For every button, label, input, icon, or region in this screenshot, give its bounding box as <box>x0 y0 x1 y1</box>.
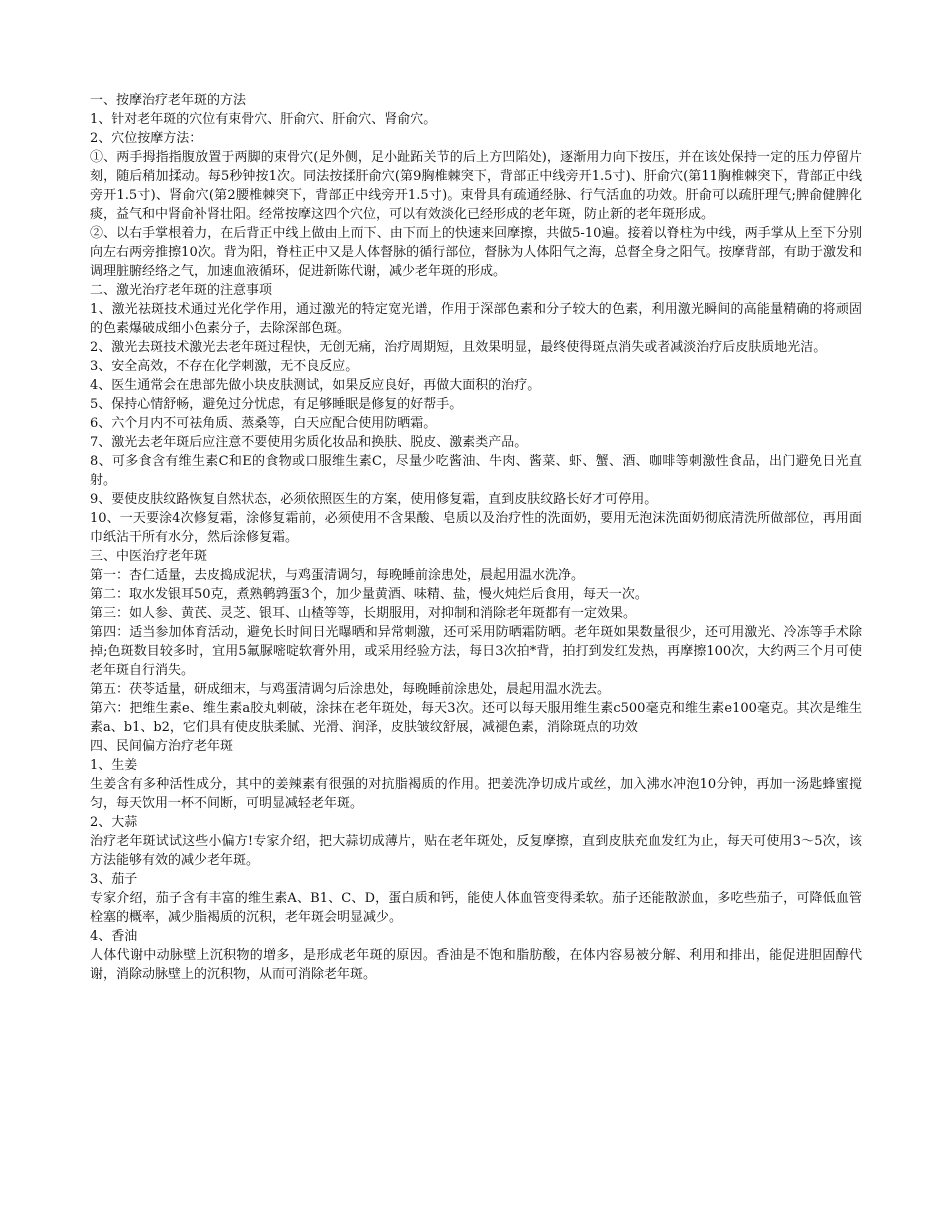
paragraph: 第一：杏仁适量，去皮捣成泥状，与鸡蛋清调匀，每晚睡前涂患处，晨起用温水洗净。 <box>90 568 585 583</box>
paragraph: 7、激光去老年斑后应注意不要使用劣质化妆品和换肤、脱皮、激素类产品。 <box>90 435 528 450</box>
paragraph: 专家介绍，茄子含有丰富的维生素A、B1、C、D，蛋白质和钙，能使人体血管变得柔软。茄子还能散淤血，多吃些茄子，可降低血管栓塞的概率，减少脂褐质的沉积，老年斑会明显减少。 <box>90 891 862 925</box>
paragraph: ①、两手拇指指腹放置于两脚的束骨穴(足外侧，足小趾跖关节的后上方凹陷处)，逐渐用力向下按压，并在该处保持一定的压力停留片刻，随后稍加揉动。每5秒钟按1次。同法按揉肝俞穴(第9胸椎棘突下，背部正中线旁开1.5寸)、肝俞穴(第11胸椎棘突下，背部正中线旁开1.5寸)、肾俞穴(第2腰椎棘突下，背部正中线旁开1.5寸)。束骨具有疏通经脉、行气活血的功效。肝俞可以疏肝理气;脾俞健脾化痰，益气和中肾俞补肾壮阳。经常按摩这四个穴位，可以有效淡化已经形成的老年斑，防止新的老年斑形成。 <box>90 150 862 222</box>
subheading: 3、茄子 <box>90 872 138 887</box>
paragraph: 6、六个月内不可祛角质、蒸桑等，白天应配合使用防晒霜。 <box>90 416 437 431</box>
paragraph: 生姜含有多种活性成分，其中的姜辣素有很强的对抗脂褐质的作用。把姜洗净切成片或丝，加入沸水冲泡10分钟，再加一汤匙蜂蜜搅匀，每天饮用一杯不间断，可明显减轻老年斑。 <box>90 777 862 811</box>
paragraph: 第五：茯苓适量，研成细末，与鸡蛋清调匀后涂患处，每晚睡前涂患处，晨起用温水洗去。 <box>90 682 611 697</box>
document-body <box>90 91 862 984</box>
paragraph: ②、以右手掌根着力，在后背正中线上做由上而下、由下而上的快速来回摩擦，共做5-10遍。接着以脊柱为中线，两手掌从上至下分别向左右两旁推擦10次。背为阳，脊柱正中又是人体督脉的循行部位，督脉为人体阳气之海，总督全身之阳气。按摩背部，有助于激发和调理脏腑经络之气，加速血液循环，促进新陈代谢，减少老年斑的形成。 <box>90 226 862 279</box>
paragraph: 9、要使皮肤纹路恢复自然状态，必须依照医生的方案，使用修复霜，直到皮肤纹路长好才可停用。 <box>90 492 658 507</box>
paragraph: 2、激光去斑技术激光去老年斑过程快，无创无痛，治疗周期短，且效果明显，最终使得斑点消失或者减淡治疗后皮肤质地光洁。 <box>90 340 827 355</box>
paragraph: 1、激光祛斑技术通过光化学作用，通过激光的特定宽光谱，作用于深部色素和分子较大的色素，利用激光瞬间的高能量精确的将顽固的色素爆破成细小色素分子，去除深部色斑。 <box>90 302 862 336</box>
paragraph: 2、穴位按摩方法： <box>90 131 203 146</box>
section-heading: 三、中医治疗老年斑 <box>90 549 208 564</box>
paragraph: 治疗老年斑试试这些小偏方!专家介绍，把大蒜切成薄片，贴在老年斑处，反复摩擦，直到皮肤充血发红为止，每天可使用3～5次，该方法能够有效的减少老年斑。 <box>90 834 862 868</box>
paragraph: 8、可多食含有维生素C和E的食物或口服维生素C，尽量少吃酱油、牛肉、酱菜、虾、蟹、酒、咖啡等刺激性食品，出门避免日光直射。 <box>90 454 862 488</box>
paragraph: 第六：把维生素e、维生素a胶丸刺破，涂抹在老年斑处，每天3次。还可以每天服用维生素c500毫克和维生素e100毫克。其次是维生素a、b1、b2，它们具有使皮肤柔腻、光滑、润泽，皮肤皱纹舒展，减褪色素，消除斑点的功效 <box>90 701 862 735</box>
paragraph: 4、医生通常会在患部先做小块皮肤测试，如果反应良好，再做大面积的治疗。 <box>90 378 541 393</box>
paragraph: 第三：如人参、黄芪、灵芝、银耳、山楂等等，长期服用，对抑制和消除老年斑都有一定效果。 <box>90 606 637 621</box>
subheading: 4、香油 <box>90 929 138 944</box>
subheading: 1、生姜 <box>90 758 138 773</box>
paragraph: 第四：适当参加体育活动，避免长时间日光曝晒和异常刺激，还可采用防晒霜防晒。老年斑如果数量很少，还可用激光、冷冻等手术除掉;色斑数目较多时，宜用5氟脲嘧啶软膏外用，或采用经验方法，每日3次拍*背，拍打到发红发热，再摩擦100次，大约两三个月可使老年斑自行消失。 <box>90 625 862 678</box>
section-heading: 二、激光治疗老年斑的注意事项 <box>90 283 273 298</box>
section-heading: 一、按摩治疗老年斑的方法 <box>90 93 247 108</box>
paragraph: 5、保持心情舒畅，避免过分忧虑，有足够睡眠是修复的好帮手。 <box>90 397 463 412</box>
paragraph: 3、安全高效，不存在化学刺激，无不良反应。 <box>90 359 359 374</box>
subheading: 2、大蒜 <box>90 815 138 830</box>
paragraph: 10、一天要涂4次修复霜，涂修复霜前，必须使用不含果酸、皂质以及治疗性的洗面奶，要用无泡沫洗面奶彻底清洗所做部位，再用面巾纸沾干所有水分，然后涂修复霜。 <box>90 511 862 545</box>
paragraph: 第二：取水发银耳50克，煮熟鹌鹑蛋3个，加少量黄酒、味精、盐，慢火炖烂后食用，每天一次。 <box>90 587 648 602</box>
paragraph: 人体代谢中动脉壁上沉积物的增多，是形成老年斑的原因。香油是不饱和脂肪酸，在体内容易被分解、利用和排出，能促进胆固醇代谢，消除动脉壁上的沉积物，从而可消除老年斑。 <box>90 948 862 982</box>
section-heading: 四、民间偏方治疗老年斑 <box>90 739 234 754</box>
paragraph: 1、针对老年斑的穴位有束骨穴、肝俞穴、肝俞穴、肾俞穴。 <box>90 112 437 127</box>
